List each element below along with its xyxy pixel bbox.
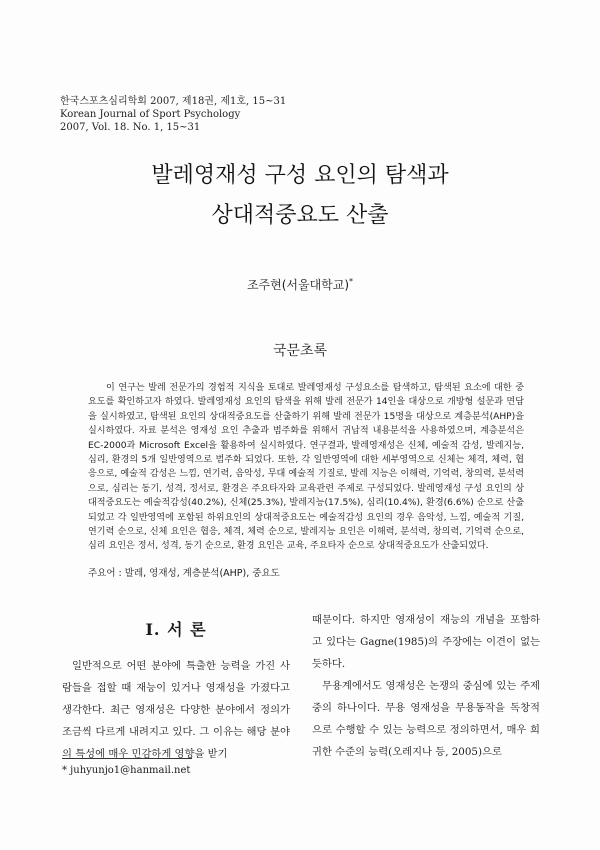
author-name: 조주현(서울대학교): [246, 278, 350, 292]
journal-header-korean: 한국스포츠심리학회 2007, 제18권, 제1호, 15~31: [60, 96, 287, 107]
abstract-heading: 국문초록: [272, 343, 328, 359]
intro-right-paragraph-1: 때문이다. 하지만 영재성이 재능의 개념을 포함하고 있다는 Gagne(1985)의 주장에는 이견이 없는 듯하다.: [312, 614, 540, 670]
paper-title-line1: 발레영재성 구성 요인의 탐색과: [151, 163, 449, 188]
section-heading-introduction: I. 서 론: [145, 620, 207, 639]
journal-header-english: Korean Journal of Sport Psychology: [60, 109, 241, 120]
journal-header-volume: 2007, Vol. 18. No. 1, 15~31: [60, 122, 201, 133]
author-footnote-mark: *: [349, 277, 354, 286]
abstract-body: 이 연구는 발레 전문가의 경험적 지식을 토대로 발레영재성 구성요소를 탐색하고, 탐색된 요소에 대한 중요도를 확인하고자 하였다. 발레영재성 요인의 탐색을 위해 발레 전문가 14인을 대상으로 개방형 설문과 면담을 실시하였고, 탐색된 요인의 상대적중요도를 산출하기 위해 발레 전문가 15명을 대상으로 계층분석(AHP)을 실시하였다. 자료 분석은 영재성 요인 추출과 범주화를 위해서 귀납적 내용분석을 사용하였으며, 계층분석은 EC-2000과 Microsoft Excel을 활용하여 실시하였다. 연구결과, 발레영재성은 신체, 예술적 감성, 발레지능, 심리, 환경의 5개 일반영역으로 범주화 되었다. 또한, 각 일반영역에 대한 세부영역으로 신체는 체격, 체력, 협응으로, 예술적 감성은 느낌, 연기력, 음악성, 무대 예술적 기질로, 발레 지능은 이해력, 기억력, 창의력, 분석력으로, 심리는 동기, 성격, 정서로, 환경은 주요타자와 교육관련 주제로 구성되었다. 발레영재성 구성 요인의 상대적중요도는 예술적감성(40.2%), 신체(25.3%), 발레지능(17.5%), 심리(10.4%), 환경(6.6%) 순으로 산출되었고 각 일반영역에 포함된 하위요인의 상대적중요도는 예술적감성 요인의 경우 음악성, 느낌, 예술적 기질, 연기력 순으로, 신체 요인은 협응, 체격, 체력 순으로, 발레지능 요인은 이해력, 분석력, 창의력, 기억력 순으로, 심리 요인은 정서, 성격, 동기 순으로, 환경 요인은 교육, 주요타자 순으로 상대적중요도가 산출되었다.: [88, 383, 524, 552]
keywords: 주요어 : 발레, 영재성, 계층분석(AHP), 중요도: [88, 568, 280, 579]
footnote-email: * juhyunjo1@hanmail.net: [62, 765, 191, 776]
author: [0, 276, 600, 293]
journal-header: [60, 95, 286, 134]
paper-title-line2: 상대적중요도 산출: [211, 203, 389, 228]
footnote-divider: [62, 758, 192, 759]
intro-right-paragraph-2: 무용계에서도 영재성은 논쟁의 중심에 있는 주제 중의 하나이다. 무용 영재성을 무용동작을 독창적으로 수행할 수 있는 능력으로 정의하면서, 매우 희귀한 수준의 능력(오레지나 등, 2005)으로: [312, 680, 540, 758]
intro-left-paragraph: 일반적으로 어떤 분야에 특출한 능력을 가진 사람들을 접할 때 재능이 있거나 영재성을 가졌다고 생각한다. 최근 영재성은 다양한 분야에서 정의가 조금씩 다르게 내려지고 있다. 그 이유는 해당 분야의 특성에 매우 민감하게 영향을 받기: [62, 660, 290, 760]
